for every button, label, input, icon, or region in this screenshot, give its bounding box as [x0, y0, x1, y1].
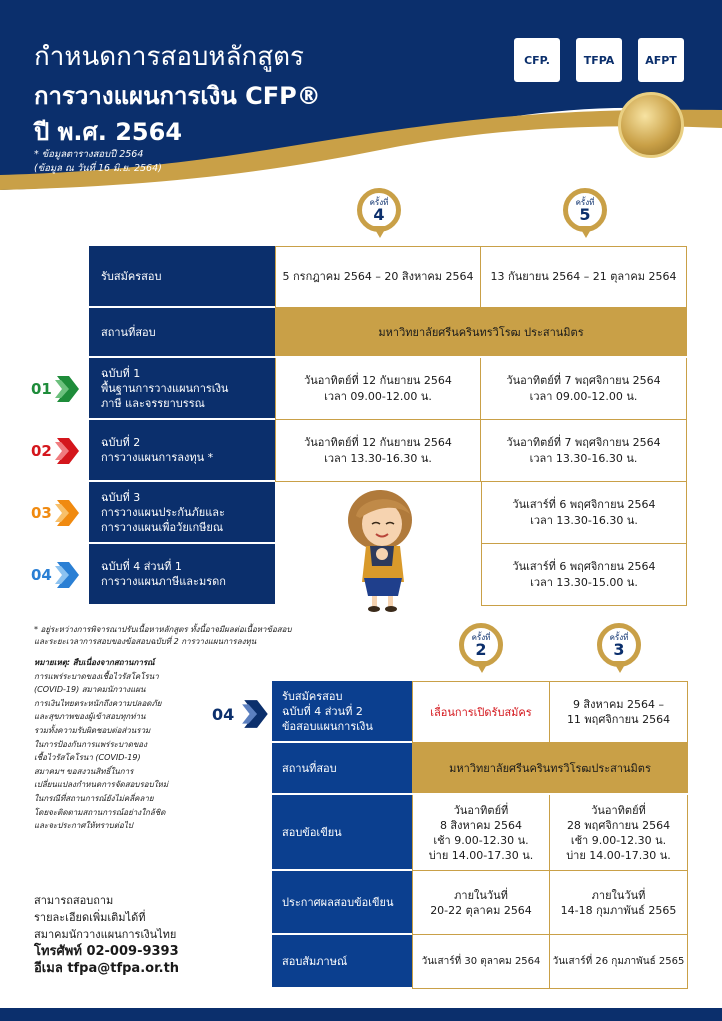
paper-title: ฉบับที่ 4 ส่วนที่ 1: [101, 560, 182, 573]
paper1-round4: [275, 358, 481, 420]
paper-subtitle: การวางแผนการลงทุน *: [101, 451, 214, 464]
table-row-register: [272, 681, 688, 743]
chevron-right-icon: [55, 560, 81, 590]
page-title-line2: การวางแผนการเงิน CFP®: [34, 82, 321, 110]
remark-line: และสุขภาพของผู้เข้าสอบทุกท่าน: [34, 712, 146, 722]
paper-title: ฉบับที่ 2: [101, 436, 141, 449]
cfp-logo: CFP.: [512, 36, 562, 84]
row-label: สอบสัมภาษณ์: [272, 935, 412, 989]
table-row-venue: [272, 743, 688, 795]
paper-title: ฉบับที่ 1: [101, 366, 141, 380]
tfpa-logo: TFPA: [574, 36, 624, 84]
round-2-pin: [459, 623, 505, 675]
exam-date: วันอาทิตย์ที่ 7 พฤศจิกายน 2564: [506, 435, 661, 449]
chevron-right-icon: [55, 374, 81, 404]
remark-line: การเงินไทยตระหนักถึงความปลอดภัย: [34, 698, 162, 708]
exam-time: เวลา 13.30-15.00 น.: [530, 575, 638, 589]
paper-number: 02: [31, 442, 52, 460]
exam-time: เวลา 09.00-12.00 น.: [529, 389, 638, 403]
exam-date: วันเสาร์ที่ 6 พฤศจิกายน 2564: [512, 497, 656, 511]
remark-line: การแพร่ระบาดของเชื้อไวรัสโคโรนา: [34, 671, 159, 681]
register-round2-postponed: เลื่อนการเปิดรับสมัคร: [412, 681, 550, 743]
interview-round3: วันเสาร์ที่ 26 กุมภาพันธ์ 2565: [550, 935, 688, 989]
register-round4: 5 กรกฎาคม 2564 – 20 สิงหาคม 2564: [275, 246, 481, 308]
header-note-line1: * ข้อมูลตารางสอบปี 2564: [34, 149, 144, 160]
footer-bar: [0, 1008, 722, 1021]
paper4-round5: [481, 544, 687, 606]
round-number: 4: [373, 204, 385, 224]
paper-subtitle: การวางแผนภาษีและมรดก: [101, 575, 226, 588]
page-title-year: ปี พ.ศ. 2564: [34, 118, 183, 146]
table-row-paper2: [31, 420, 687, 482]
paper-label: [89, 482, 275, 544]
exam-time: เวลา 13.30-16.30 น.: [324, 451, 432, 465]
footnote-investment: [34, 624, 292, 648]
remark-line: เชื้อไวรัสโคโรนา (COVID-19): [34, 753, 141, 763]
paper3-round5: [481, 482, 687, 544]
result-line: 20-22 ตุลาคม 2564: [430, 903, 532, 917]
written-round2: [412, 795, 550, 871]
round-5-pin: [563, 188, 609, 240]
written-line: 28 พฤศจิกายน 2564: [566, 818, 671, 832]
written-line: เช้า 9.00-12.30 น.: [570, 833, 667, 847]
written-line: 8 สิงหาคม 2564: [439, 818, 523, 832]
paper4-part2-badge: [212, 690, 274, 738]
paper-label: [89, 358, 275, 420]
round-label: ครั้งที่: [575, 197, 595, 207]
cartoon-woman-illustration: [330, 486, 434, 612]
row-label: สอบข้อเขียน: [272, 795, 412, 871]
exam-time: เวลา 13.30-16.30 น.: [530, 513, 638, 527]
remark-line: หมายเหตุ: สืบเนื่องจากสถานการณ์: [34, 658, 155, 667]
register-line: 11 พฤศจิกายน 2564: [566, 713, 671, 726]
exam-date: วันเสาร์ที่ 6 พฤศจิกายน 2564: [512, 559, 656, 573]
result-line: 14-18 กุมภาพันธ์ 2565: [560, 903, 677, 917]
result-round2: [412, 871, 550, 935]
table-row-paper1: [31, 358, 687, 420]
covid-remark: [34, 656, 204, 833]
paper-number: 03: [31, 504, 52, 522]
remark-line: (COVID-19) สมาคมนักวางแผน: [34, 685, 146, 695]
contact-info: [34, 892, 179, 977]
paper-number: 01: [31, 380, 52, 398]
register-round3: [550, 681, 688, 743]
row-label: สถานที่สอบ: [89, 308, 275, 358]
paper-number: 04: [212, 704, 235, 724]
exam-date: วันอาทิตย์ที่ 7 พฤศจิกายน 2564: [506, 373, 661, 387]
paper2-round4: [275, 420, 481, 482]
table-row-result: [272, 871, 688, 935]
paper-title: ฉบับที่ 3: [101, 490, 141, 504]
footnote-line2: และระยะเวลาการสอบของข้อสอบฉบับที่ 2 การวางแผนการลงทุน: [34, 637, 257, 646]
paper-subtitle: พื้นฐานการวางแผนการเงิน: [101, 381, 229, 395]
written-line: วันอาทิตย์ที่: [591, 803, 646, 817]
written-line: บ่าย 14.00-17.30 น.: [428, 848, 534, 862]
written-round3: [550, 795, 688, 871]
paper-number: 04: [31, 566, 52, 584]
remark-line: รวมทั้งความรับผิดชอบต่อส่วนรวม: [34, 725, 151, 735]
afpt-logo: AFPT: [636, 36, 686, 84]
venue-value: มหาวิทยาลัยศรีนครินทรวิโรฒประสานมิตร: [412, 743, 688, 795]
row-label: รับสมัครสอบ: [89, 246, 275, 308]
header-note: [34, 148, 162, 176]
header-banner: [0, 0, 722, 190]
exam-date: วันอาทิตย์ที่ 12 กันยายน 2564: [304, 373, 452, 387]
chevron-right-icon: [242, 698, 270, 730]
table-row-register: [89, 246, 687, 308]
table-row-venue: [89, 308, 687, 358]
venue-value: มหาวิทยาลัยศรีนครินทรวิโรฒ ประสานมิตร: [275, 308, 687, 358]
remark-line: ในกรณีที่สถานการณ์ยังไม่คลี่คลาย: [34, 793, 154, 803]
chevron-right-icon: [55, 498, 81, 528]
label-line: รับสมัครสอบ: [282, 689, 343, 703]
result-line: ภายในวันที่: [454, 888, 508, 902]
paper-subtitle: การวางแผนประกันภัยและ: [101, 505, 225, 519]
chevron-right-icon: [55, 436, 81, 466]
paper-badge: [31, 436, 83, 466]
register-round5: 13 กันยายน 2564 – 21 ตุลาคม 2564: [481, 246, 687, 308]
contact-phone[interactable]: โทรศัพท์ 02-009-9393: [34, 944, 179, 959]
remark-line: เปลี่ยนแปลงกำหนดการจัดสอบรอบใหม่: [34, 780, 169, 790]
round-3-pin: [597, 623, 643, 675]
footnote-line1: * อยู่ระหว่างการพิจารณาปรับเนื้อหาหลักสูตร ทั้งนี้อาจมีผลต่อเนื้อหาข้อสอบ: [34, 625, 292, 634]
row-label: [272, 681, 412, 743]
round-label: ครั้งที่: [609, 632, 629, 642]
paper2-round5: [481, 420, 687, 482]
remark-line: โดยจะติดตามสถานการณ์อย่างใกล้ชิด: [34, 807, 166, 817]
written-line: วันอาทิตย์ที่: [453, 803, 509, 817]
paper-badge: [31, 560, 83, 590]
round-number: 3: [613, 639, 625, 659]
row-label: สถานที่สอบ: [272, 743, 412, 795]
label-line: ฉบับที่ 4 ส่วนที่ 2: [282, 704, 363, 718]
paper-badge: [31, 498, 83, 528]
interview-round2: วันเสาร์ที่ 30 ตุลาคม 2564: [412, 935, 550, 989]
paper-badge: [31, 374, 83, 404]
schedule-table-paper4-part2: [272, 681, 688, 989]
remark-line: และจะประกาศให้ทราบต่อไป: [34, 821, 133, 831]
result-line: ภายในวันที่: [591, 888, 646, 902]
paper-subtitle-2: ภาษี และจรรยาบรรณ: [101, 396, 205, 410]
contact-line: สมาคมนักวางแผนการเงินไทย: [34, 928, 177, 941]
round-4-pin: [357, 188, 403, 240]
contact-line: สามารถสอบถาม: [34, 894, 114, 907]
written-line: บ่าย 14.00-17.30 น.: [566, 848, 671, 862]
round-number: 5: [579, 204, 591, 224]
contact-email[interactable]: อีเมล tfpa@tfpa.or.th: [34, 961, 180, 976]
contact-line: รายละเอียดเพิ่มเติมได้ที่: [34, 911, 146, 924]
table-row-interview: [272, 935, 688, 989]
exam-time: เวลา 13.30-16.30 น.: [529, 451, 638, 465]
page-title-line1: กำหนดการสอบหลักสูตร: [34, 42, 304, 72]
exam-date: วันอาทิตย์ที่ 12 กันยายน 2564: [304, 435, 452, 449]
label-line: ข้อสอบแผนการเงิน: [282, 719, 373, 733]
paper-subtitle-2: การวางแผนเพื่อวัยเกษียณ: [101, 520, 224, 534]
remark-line: สมาคมฯ ขอสงวนสิทธิ์ในการ: [34, 766, 134, 776]
round-label: ครั้งที่: [471, 632, 491, 642]
paper-label: [89, 420, 275, 482]
round-number: 2: [475, 639, 487, 659]
written-line: เช้า 9.00-12.30 น.: [433, 833, 529, 847]
table-row-written: [272, 795, 688, 871]
header-note-line2: (ข้อมูล ณ วันที่ 16 มิ.ย. 2564): [34, 163, 162, 174]
round-label: ครั้งที่: [369, 197, 389, 207]
register-line: 9 สิงหาคม 2564 –: [572, 698, 665, 711]
exam-time: เวลา 09.00-12.00 น.: [324, 389, 432, 403]
paper1-round5: [481, 358, 687, 420]
paper-label: [89, 544, 275, 606]
remark-line: ในการป้องกันการแพร่ระบาดของ: [34, 739, 148, 749]
result-round3: [550, 871, 688, 935]
row-label: ประกาศผลสอบข้อเขียน: [272, 871, 412, 935]
gold-medal-icon: [618, 92, 684, 158]
